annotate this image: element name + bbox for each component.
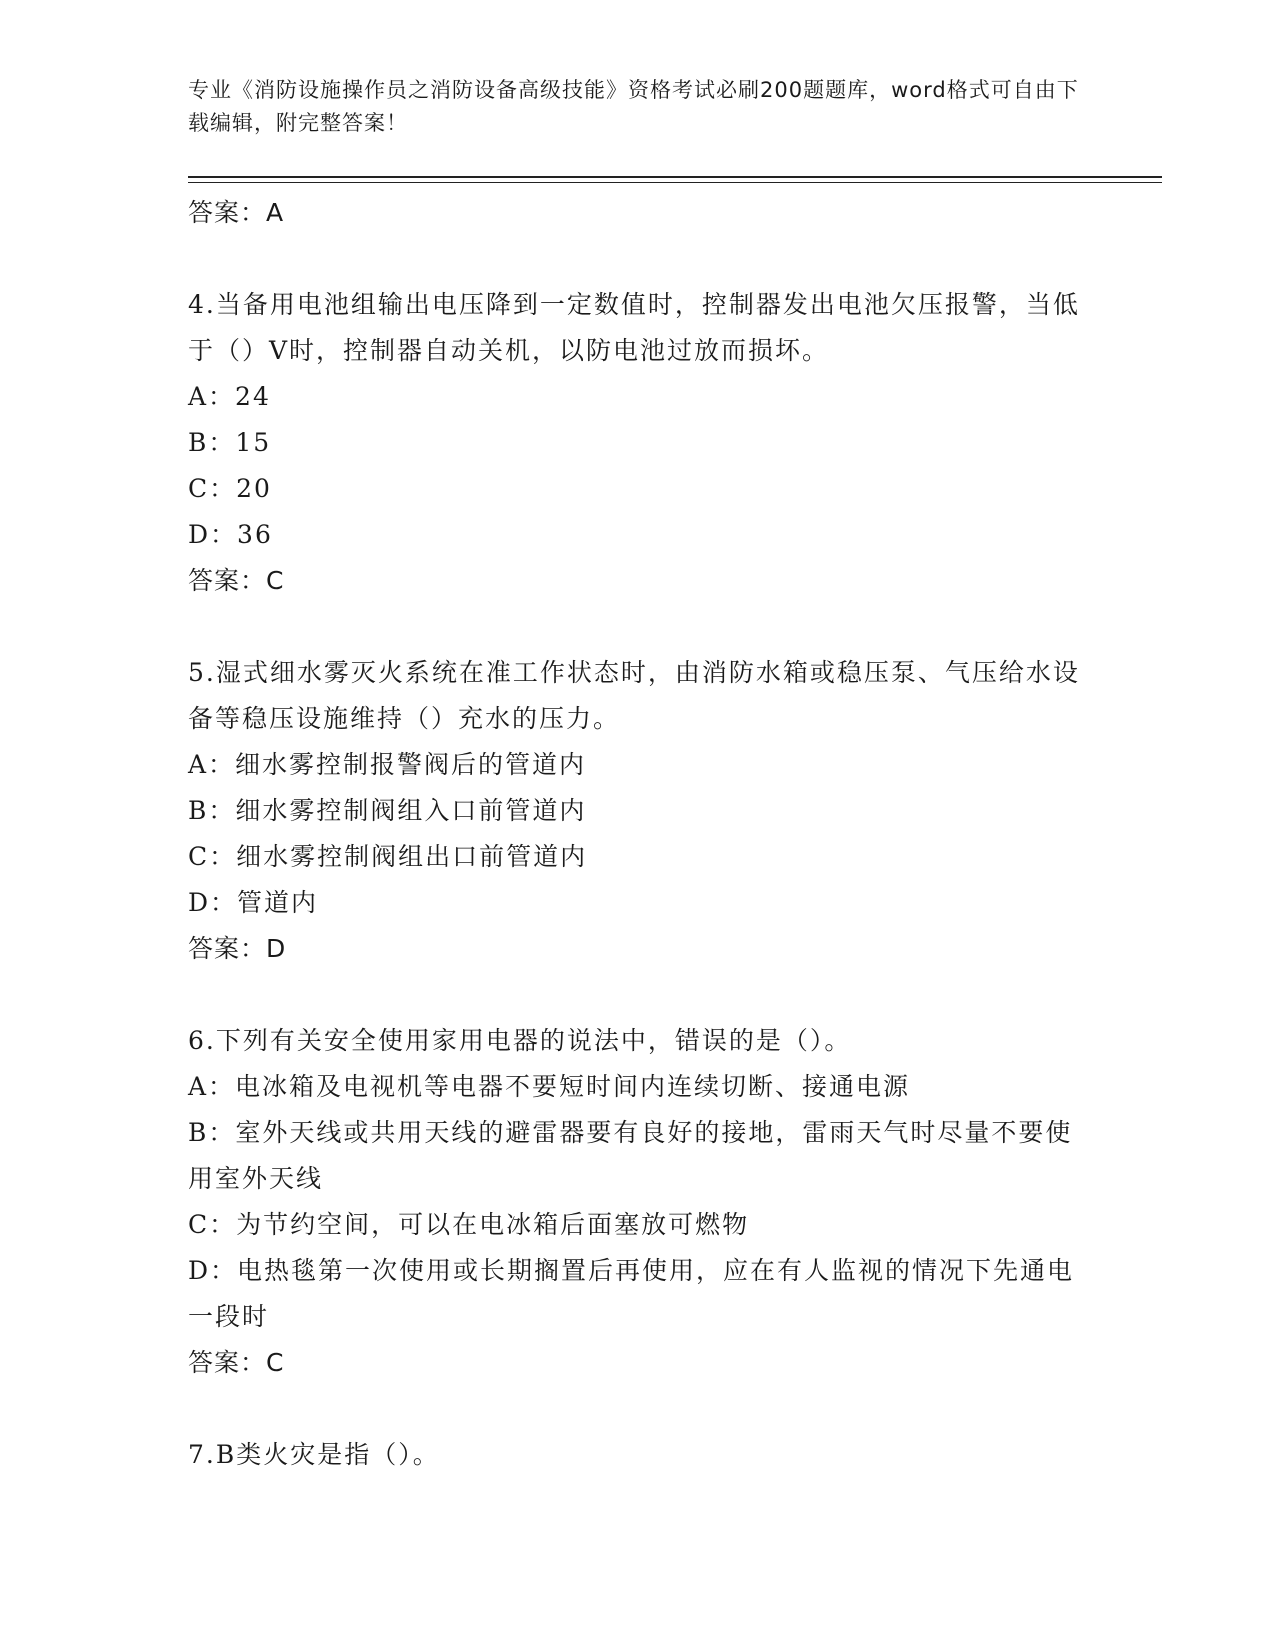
question-list bbox=[188, 190, 1088, 1478]
question-item bbox=[188, 1432, 1088, 1478]
answer-line: 答案：C bbox=[188, 566, 285, 595]
header-divider-thin bbox=[188, 182, 1162, 183]
question-option: D：电热毯第一次使用或长期搁置后再使用，应在有人监视的情况下先通电一段时 bbox=[188, 1256, 1075, 1331]
question-option: D：36 bbox=[188, 520, 273, 549]
question-option: A：细水雾控制报警阀后的管道内 bbox=[188, 750, 587, 779]
answer-line: 答案：A bbox=[188, 198, 285, 227]
question-option: A：24 bbox=[188, 382, 271, 411]
question-stem: 6.下列有关安全使用家用电器的说法中，错误的是（）。 bbox=[188, 1026, 852, 1055]
question-stem: 4.当备用电池组输出电压降到一定数值时，控制器发出电池欠压报警，当低于（）V时，控制器自动关机，以防电池过放而损坏。 bbox=[188, 290, 1080, 365]
answer-line: 答案：C bbox=[188, 1348, 285, 1377]
question-option: C：为节约空间，可以在电冰箱后面塞放可燃物 bbox=[188, 1210, 750, 1239]
header-divider-thick bbox=[188, 176, 1162, 178]
document-header: 专业《消防设施操作员之消防设备高级技能》资格考试必刷200题题库，word格式可自由下载编辑，附完整答案！ bbox=[188, 78, 1079, 135]
question-stem: 7.B类火灾是指（）。 bbox=[188, 1440, 440, 1469]
question-option: A：电冰箱及电视机等电器不要短时间内连续切断、接通电源 bbox=[188, 1072, 911, 1101]
answer-line: 答案：D bbox=[188, 934, 287, 963]
question-item bbox=[188, 282, 1088, 604]
question-stem: 5.湿式细水雾灭火系统在准工作状态时，由消防水箱或稳压泵、气压给水设备等稳压设施维持（）充水的压力。 bbox=[188, 658, 1080, 733]
question-option: C：细水雾控制阀组出口前管道内 bbox=[188, 842, 588, 871]
question-option: B：细水雾控制阀组入口前管道内 bbox=[188, 796, 587, 825]
question-option: B：室外天线或共用天线的避雷器要有良好的接地，雷雨天气时尽量不要使用室外天线 bbox=[188, 1118, 1073, 1193]
question-option: C：20 bbox=[188, 474, 272, 503]
question-option: D：管道内 bbox=[188, 888, 319, 917]
question-item bbox=[188, 650, 1088, 972]
question-option: B：15 bbox=[188, 428, 272, 457]
question-item bbox=[188, 1018, 1088, 1386]
